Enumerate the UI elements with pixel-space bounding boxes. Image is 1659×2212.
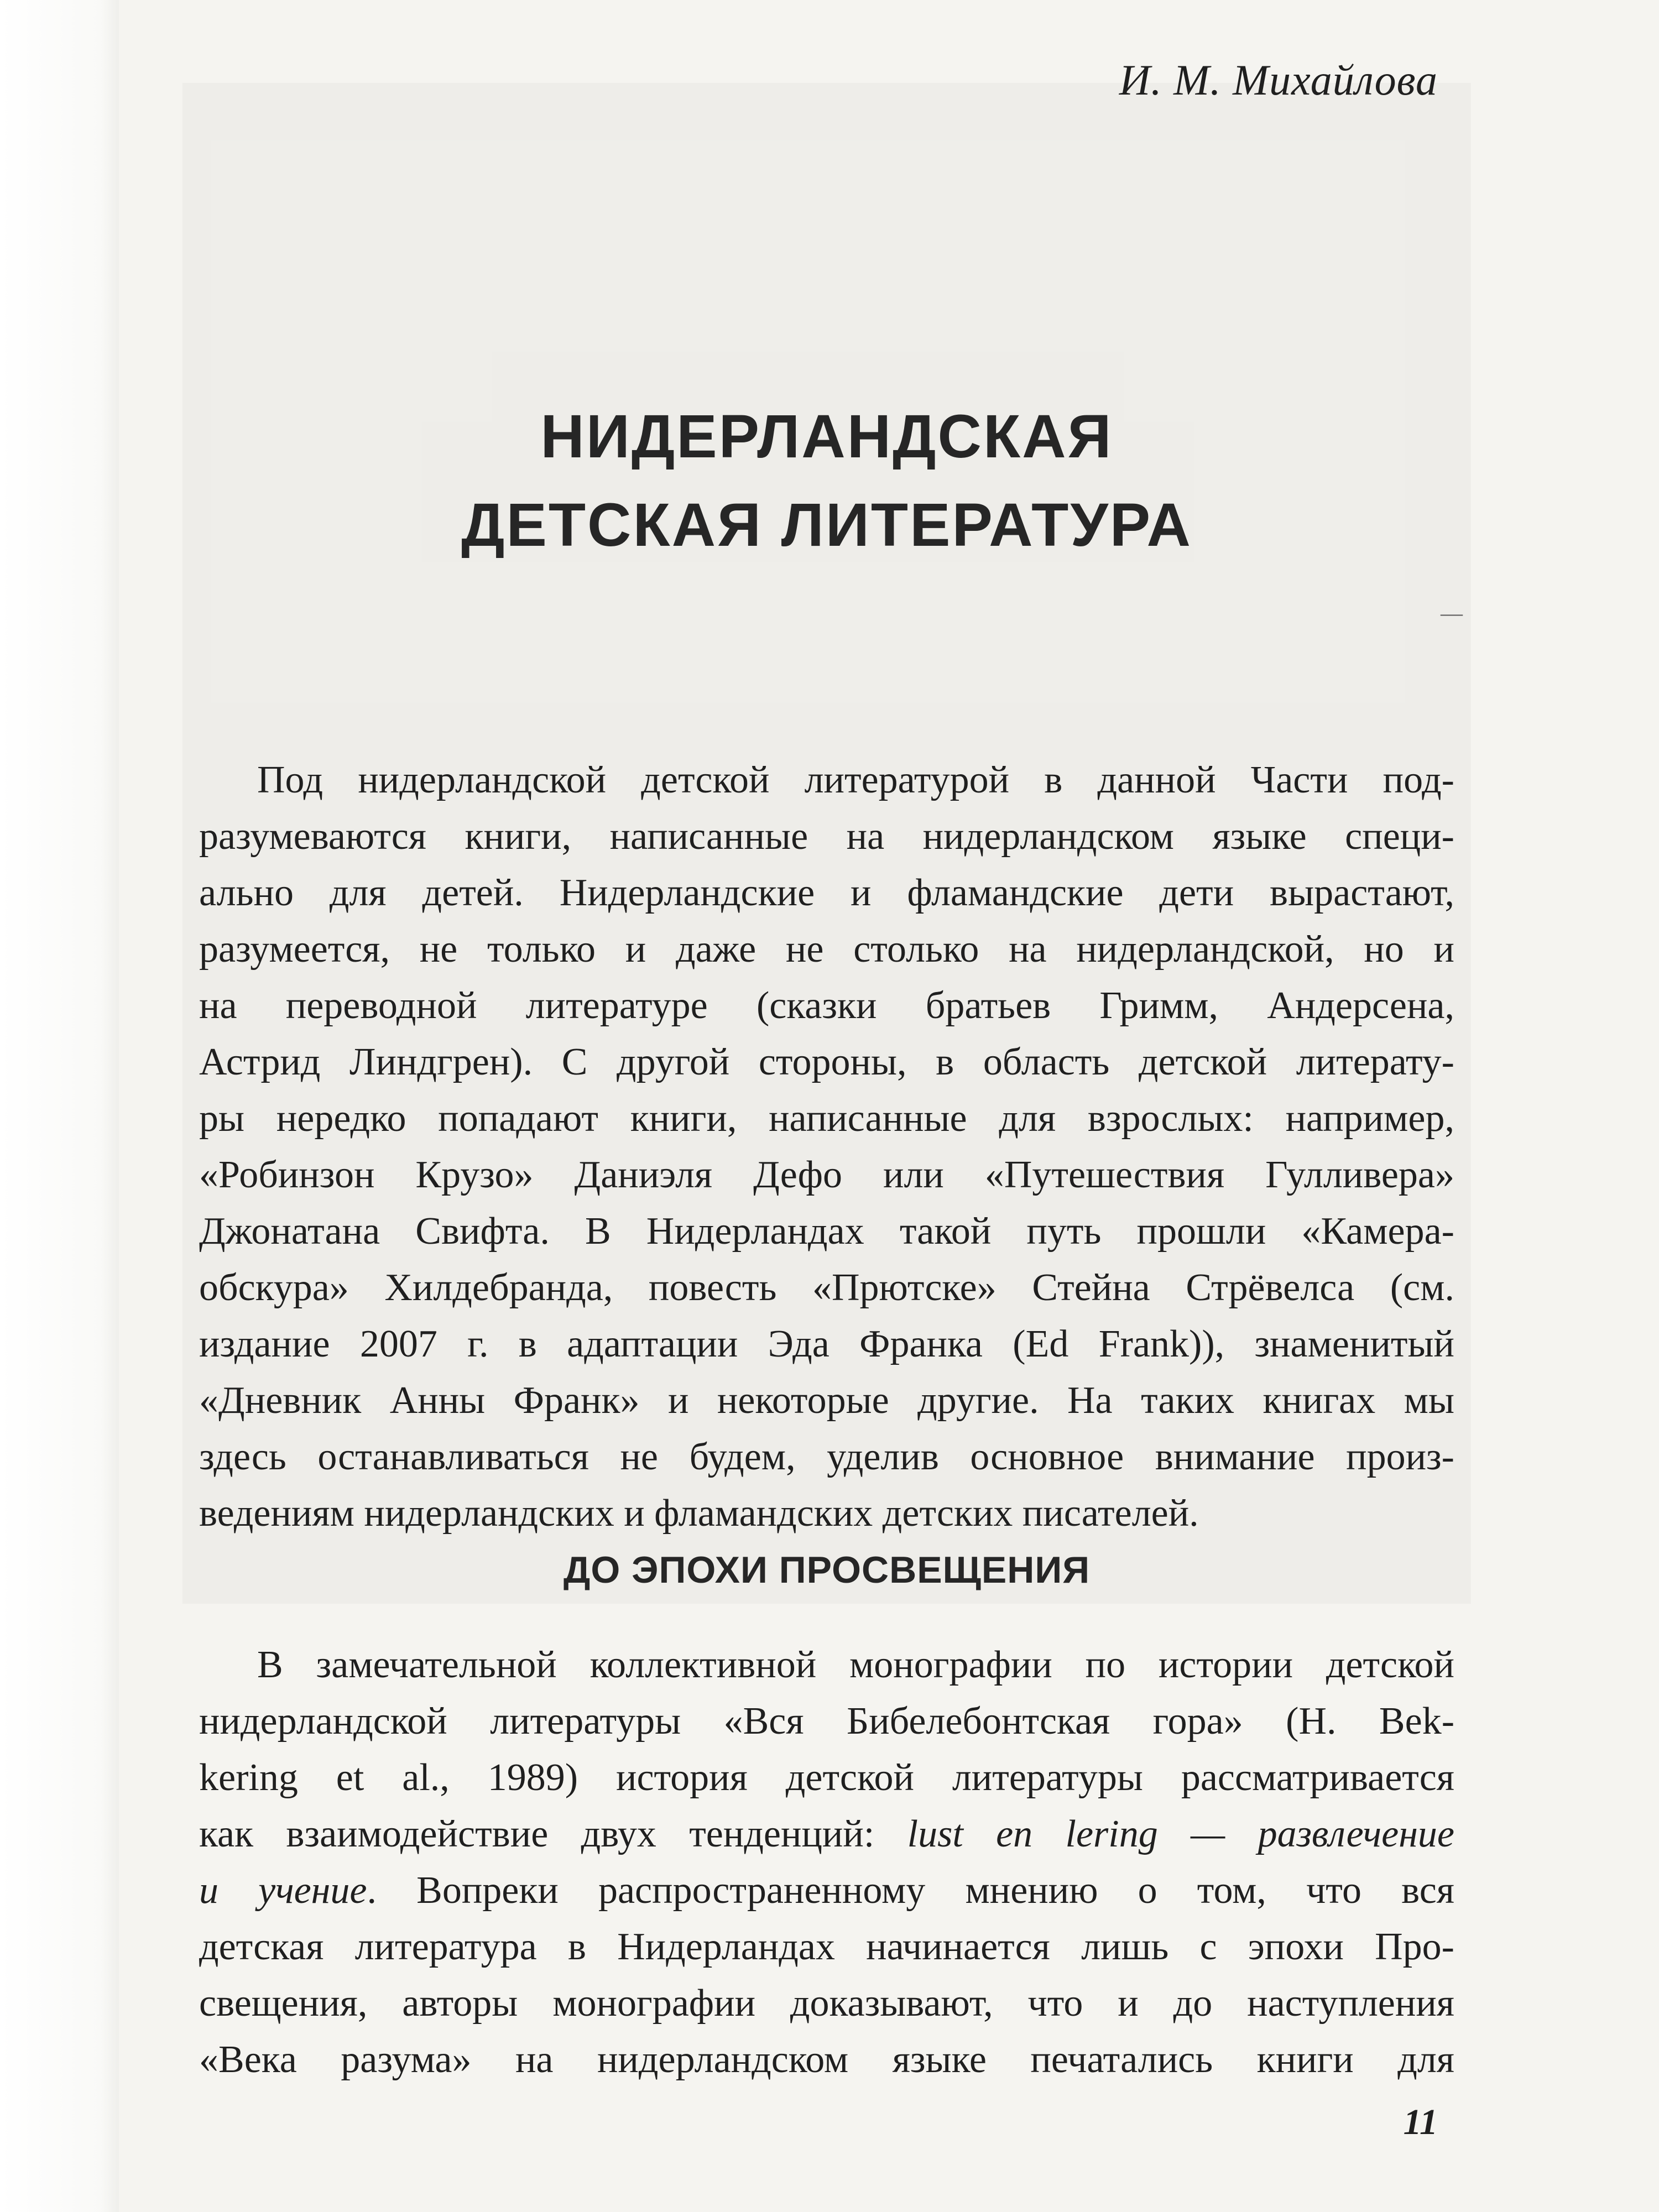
italic-term: и учение [199,1869,367,1912]
text-line [199,1806,1454,1863]
text-line: «Дневник Анны Франк» и некоторые другие. На таких книгах мы [199,1379,1454,1422]
text-line: детская литература в Нидерландах начинается лишь с эпохи Про- [199,1926,1454,1968]
chapter-title-line-1: НИДЕРЛАНДСКАЯ [540,403,1113,471]
text-line: Под нидерландской детской литературой в данной Части под- [257,759,1454,801]
text-line: обскура» Хилдебранда, повесть «Прютске» Стейна Стрёвелса (см. [199,1266,1454,1309]
text-line [199,1863,1454,1919]
section-heading: ДО ЭПОХИ ПРОСВЕЩЕНИЯ [563,1549,1091,1591]
text-line: разумеваются книги, написанные на нидерландском языке специ- [199,815,1454,858]
text-line: нидерландской литературы «Вся Бибелебонтская гора» (H. Bek- [199,1700,1454,1743]
text-run: как взаимодействие двух тенденций: [199,1813,907,1855]
text-line: ры нередко попадают книги, написанные для взрослых: например, [199,1097,1454,1140]
text-line: ально для детей. Нидерландские и фламандские дети вырастают, [199,872,1454,914]
text-line: здесь останавливаться не будем, уделив основное внимание произ- [199,1436,1454,1478]
text-line: Джонатана Свифта. В Нидерландах такой путь прошли «Камера- [199,1210,1454,1253]
margin-mark: — [1441,601,1463,625]
text-line: разумеется, не только и даже не столько на нидерландской, но и [199,928,1454,971]
running-head-author: И. М. Михайлова [1119,56,1438,104]
page-gutter [0,0,119,2212]
text-line: Астрид Линдгрен). С другой стороны, в область детской литерату- [199,1041,1454,1083]
text-line: ведениям нидерландских и фламандских детских писателей. [199,1492,1199,1535]
text-line: на переводной литературе (сказки братьев Гримм, Андерсена, [199,984,1454,1027]
chapter-title [182,393,1471,570]
intro-paragraph [199,752,1454,1542]
text-run: . Вопреки распространенному мнению о том, что вся [367,1869,1454,1912]
text-line: «Робинзон Крузо» Даниэля Дефо или «Путешествия Гулливера» [199,1154,1454,1196]
text-line: kering et al., 1989) история детской литературы рассматривается [199,1756,1454,1799]
section-paragraph [199,1637,1454,2088]
text-line: «Века разума» на нидерландском языке печатались книги для [199,2038,1454,2081]
page-number: 11 [1403,2102,1438,2142]
text-line: В замечательной коллективной монографии по истории детской [257,1644,1454,1686]
chapter-title-line-2: ДЕТСКАЯ ЛИТЕРАТУРА [461,491,1192,559]
text-line: свещения, авторы монографии доказывают, что и до наступления [199,1982,1454,2025]
italic-term: lust en lering — развлечение [907,1813,1454,1855]
text-line: издание 2007 г. в адаптации Эда Франка (Ed Frank)), знаменитый [199,1323,1454,1365]
